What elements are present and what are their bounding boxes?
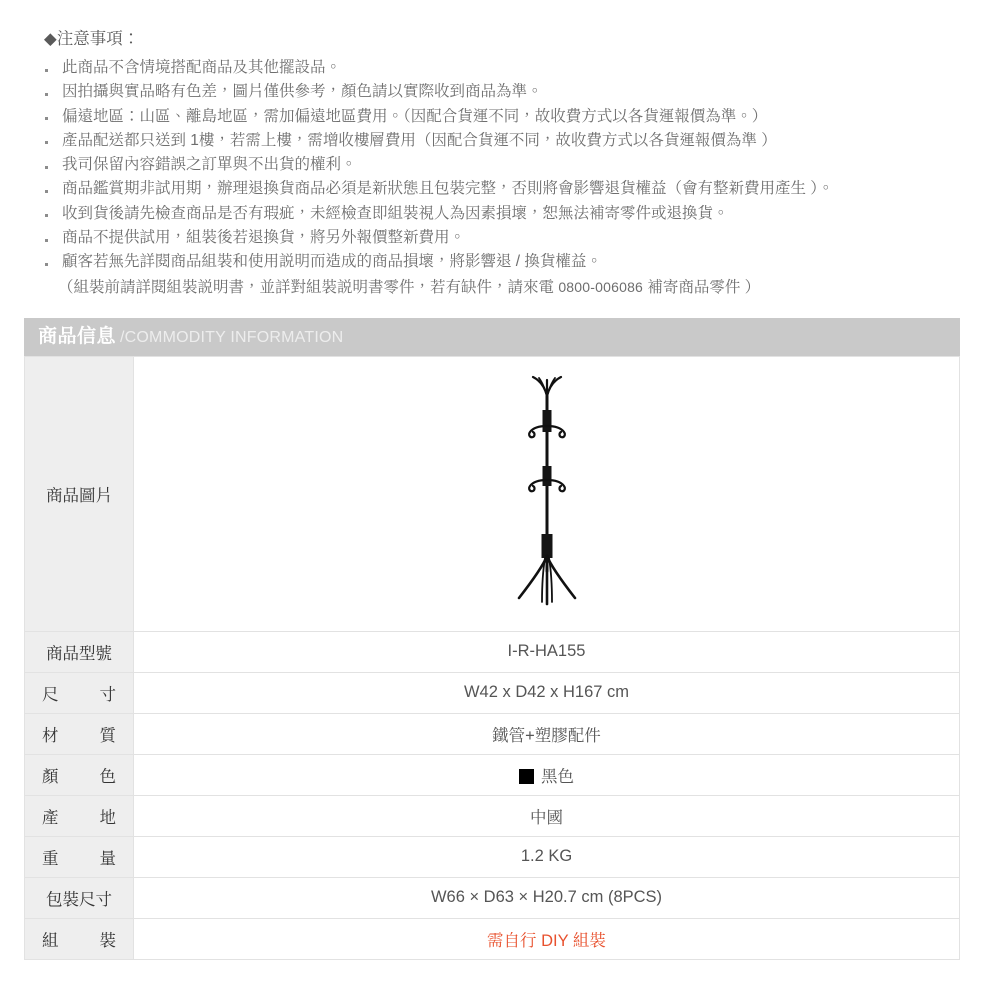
table-row bbox=[25, 754, 960, 795]
table-row bbox=[25, 356, 960, 631]
bullet-dot-icon bbox=[45, 141, 48, 144]
notice-text: 偏遠地區：山區、離島地區，需加偏遠地區費用。（因配合貨運不同，故收費方式以各貨運報價為準。） bbox=[62, 107, 768, 125]
list-item bbox=[44, 105, 1000, 129]
list-item bbox=[44, 56, 1000, 80]
spec-label-text: 材質 bbox=[42, 726, 116, 745]
table-row bbox=[25, 836, 960, 877]
spec-label-product-image bbox=[25, 356, 134, 631]
spec-label-text: 包裝尺寸 bbox=[46, 890, 112, 909]
spec-value-assembly: 需自行 DIY 組裝 bbox=[134, 918, 960, 959]
spec-label-text: 商品圖片 bbox=[46, 486, 112, 505]
spec-label-weight bbox=[25, 836, 134, 877]
notice-text: 商品不提供試用，組裝後若退換貨，將另外報價整新費用。 bbox=[62, 229, 466, 247]
spec-value-size: W42 x D42 x H167 cm bbox=[134, 672, 960, 713]
notice-text: 商品鑑賞期非試用期，辦理退換貨商品必須是新狀態且包裝完整，否則將會影響退貨權益（會有整新費用產生 ）。 bbox=[62, 180, 834, 198]
bullet-dot-icon bbox=[45, 239, 48, 242]
commodity-spec-table bbox=[24, 356, 960, 960]
bullet-dot-icon bbox=[45, 69, 48, 72]
notices-section bbox=[0, 0, 1000, 300]
page-subtitle: /COMMODITY INFORMATION bbox=[120, 328, 344, 346]
bullet-dot-icon bbox=[45, 166, 48, 169]
spec-label-text: 組裝 bbox=[42, 931, 116, 950]
notices-heading: ◆注意事項： bbox=[44, 30, 140, 48]
product-image-cell bbox=[134, 356, 960, 631]
list-item bbox=[44, 177, 1000, 201]
notices-footer bbox=[44, 275, 1000, 300]
spec-label-package-size bbox=[25, 877, 134, 918]
spec-value-material: 鐵管+塑膠配件 bbox=[134, 713, 960, 754]
notice-text: 收到貨後請先檢查商品是否有瑕疵，未經檢查即組裝視人為因素損壞，恕無法補寄零件或退換貨。 bbox=[62, 204, 729, 222]
bullet-dot-icon bbox=[45, 93, 48, 96]
spec-value-package-size: W66 × D63 × H20.7 cm (8PCS) bbox=[134, 877, 960, 918]
spec-value-model: I-R-HA155 bbox=[134, 631, 960, 672]
spec-value-origin: 中國 bbox=[134, 795, 960, 836]
spec-value-weight: 1.2 KG bbox=[134, 836, 960, 877]
notice-text: 產品配送都只送到 1樓，若需上樓，需增收樓層費用（因配合貨運不同，故收費方式以各貨運報價為準 ） bbox=[62, 131, 777, 149]
spec-label-size bbox=[25, 672, 134, 713]
table-row bbox=[25, 672, 960, 713]
list-item bbox=[44, 129, 1000, 153]
list-item bbox=[44, 250, 1000, 274]
commodity-information-section bbox=[24, 318, 960, 960]
table-row bbox=[25, 918, 960, 959]
list-item bbox=[44, 153, 1000, 177]
table-row bbox=[25, 877, 960, 918]
bullet-dot-icon bbox=[45, 214, 48, 217]
spec-label-assembly bbox=[25, 918, 134, 959]
color-swatch-icon bbox=[519, 769, 534, 784]
spec-value-color bbox=[134, 754, 960, 795]
support-phone-number: 0800-006086 bbox=[558, 278, 644, 295]
notices-footer-prefix: （組裝前請詳閱組裝説明書，並詳對組裝説明書零件，若有缺件，請來電 bbox=[58, 278, 559, 296]
spec-label-material bbox=[25, 713, 134, 754]
table-row bbox=[25, 795, 960, 836]
spec-label-text: 顏色 bbox=[42, 767, 116, 786]
spec-label-text: 重量 bbox=[42, 849, 116, 868]
bullet-dot-icon bbox=[45, 263, 48, 266]
notices-list bbox=[0, 56, 1000, 275]
spec-label-text: 尺寸 bbox=[42, 685, 116, 704]
spec-label-color bbox=[25, 754, 134, 795]
spec-label-text: 商品型號 bbox=[46, 644, 112, 663]
notice-text: 顧客若無先詳閱商品組裝和使用説明而造成的商品損壞，將影響退 / 換貨權益。 bbox=[62, 253, 602, 271]
list-item bbox=[44, 202, 1000, 226]
list-item bbox=[44, 80, 1000, 104]
bullet-dot-icon bbox=[45, 117, 48, 120]
spec-label-model bbox=[25, 631, 134, 672]
coat-rack-illustration bbox=[487, 366, 607, 616]
notices-footer-suffix: 補寄商品零件 ） bbox=[643, 278, 761, 296]
bullet-dot-icon bbox=[45, 190, 48, 193]
notice-text: 我司保留內容錯誤之訂單與不出貨的權利。 bbox=[62, 156, 357, 174]
list-item bbox=[44, 226, 1000, 250]
spec-label-origin bbox=[25, 795, 134, 836]
notice-text: 因拍攝與實品略有色差，圖片僅供參考，顏色請以實際收到商品為準。 bbox=[62, 83, 543, 101]
table-row bbox=[25, 631, 960, 672]
table-row bbox=[25, 713, 960, 754]
coat-rack-image bbox=[487, 366, 607, 616]
color-name: 黑色 bbox=[541, 767, 574, 786]
page-title: 商品信息 bbox=[38, 325, 117, 347]
notice-text: 此商品不含情境搭配商品及其他擺設品。 bbox=[62, 59, 342, 76]
spec-label-text: 產地 bbox=[42, 808, 116, 827]
commodity-information-header bbox=[24, 318, 960, 356]
